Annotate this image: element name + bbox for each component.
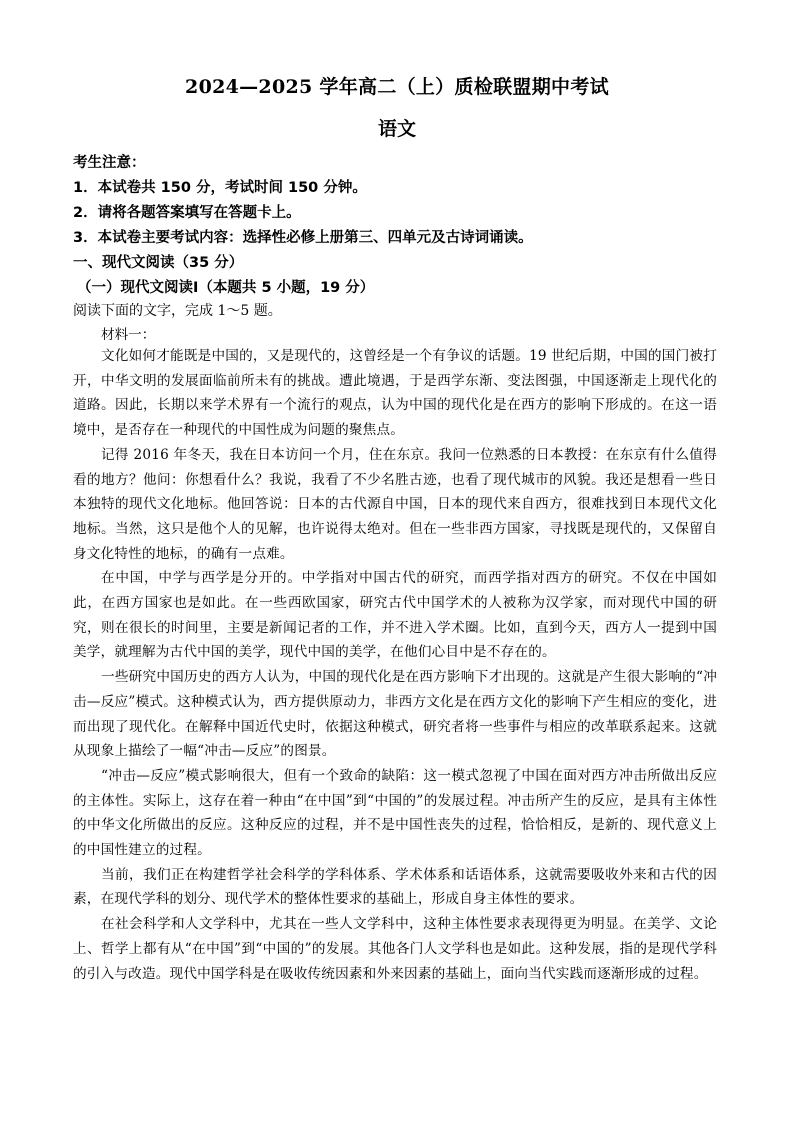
paragraph: 当前，我们正在构建哲学社会科学的学科体系、学术体系和话语体系，这就需要吸收外来和古代的因素，在现代学科的划分、现代学术的整体性要求的基础上，形成自身主体性的要求。 <box>73 866 717 908</box>
notice-item-2: 2．请将各题答案填写在答题卡上。 <box>73 205 301 221</box>
section-heading: 一、现代文阅读（35 分） <box>73 255 244 271</box>
paragraph: 文化如何才能既是中国的，又是现代的，这曾经是一个有争议的话题。19 世纪后期，中国的国门被打开，中华文明的发展面临前所未有的挑战。遭此境遇，于是西学东渐、变法图强，中国逐渐走上现代化的道路。因此，长期以来学术界有一个流行的观点，认为中国的现代化是在西方的影响下形成的。在这一语境中，是否存在一种现代的中国性成为问题的聚焦点。 <box>73 348 717 439</box>
notice-item-3: 3．本试卷主要考试内容：选择性必修上册第三、四单元及古诗词诵读。 <box>73 230 533 246</box>
reading-instruction: 阅读下面的文字，完成 1～5 题。 <box>73 303 282 319</box>
material-label: 材料一： <box>101 327 156 343</box>
notice-item-1: 1．本试卷共 150 分，考试时间 150 分钟。 <box>73 180 367 196</box>
material-body <box>73 344 717 986</box>
paragraph: 在中国，中学与西学是分开的。中学指对中国古代的研究，而西学指对西方的研究。不仅在中国如此，在西方国家也是如此。在一些西欧国家，研究古代中国学术的人被称为汉学家，而对现代中国的研究，则在很长的时间里，主要是新闻记者的工作，并不进入学术圈。比如，直到今天，西方人一提到中国美学，就理解为古代中国的美学，现代中国的美学，在他们心目中是不存在的。 <box>73 570 717 661</box>
sub-section-heading: （一）现代文阅读Ⅰ（本题共 5 小题，19 分） <box>77 280 375 296</box>
exam-title: 2024—2025 学年高二（上）质检联盟期中考试 <box>185 76 609 98</box>
paragraph: 一些研究中国历史的西方人认为，中国的现代化是在西方影响下才出现的。这就是产生很大影响的“冲击—反应”模式。这种模式认为，西方提供原动力，非西方文化是在西方文化的影响下产生相应的变化，进而出现了现代化。在解释中国近代史时，依据这种模式，研究者将一些事件与相应的改革联系起来。这就从现象上描绘了一幅“冲击—反应”的图景。 <box>73 669 717 760</box>
paragraph: “冲击—反应”模式影响很大，但有一个致命的缺陷：这一模式忽视了中国在面对西方冲击所做出反应的主体性。实际上，这存在着一种由“在中国”到“中国的”的发展过程。冲击所产生的反应，是具有主体性的中华文化所做出的反应。这种反应的过程，并不是中国性丧失的过程，恰恰相反，是新的、现代意义上的中国性建立的过程。 <box>73 767 717 859</box>
paragraph: 记得 2016 年冬天，我在日本访问一个月，住在东京。我问一位熟悉的日本教授：在东京有什么值得看的地方？他问：你想看什么？我说，我看了不少名胜古迹，也看了现代城市的风貌。我还是想看一些日本独特的现代文化地标。他回答说：日本的古代源自中国，日本的现代来自西方，很难找到日本现代文化地标。当然，这只是他个人的见解，也许说得太绝对。但在一些非西方国家，寻找既是现代的，又保留自身文化特性的地标，的确有一点难。 <box>73 446 717 562</box>
exam-subject: 语文 <box>377 118 416 140</box>
paragraph: 在社会科学和人文学科中，尤其在一些人文学科中，这种主体性要求表现得更为明显。在美学、文论上、哲学上都有从“在中国”到“中国的”的发展。其他各门人文学科也是如此。这种发展，指的是现代学科的引入与改造。现代中国学科是在吸收传统因素和外来因素的基础上，面向当代实践而逐渐形成的过程。 <box>73 916 717 982</box>
notice-heading: 考生注意： <box>73 155 146 171</box>
